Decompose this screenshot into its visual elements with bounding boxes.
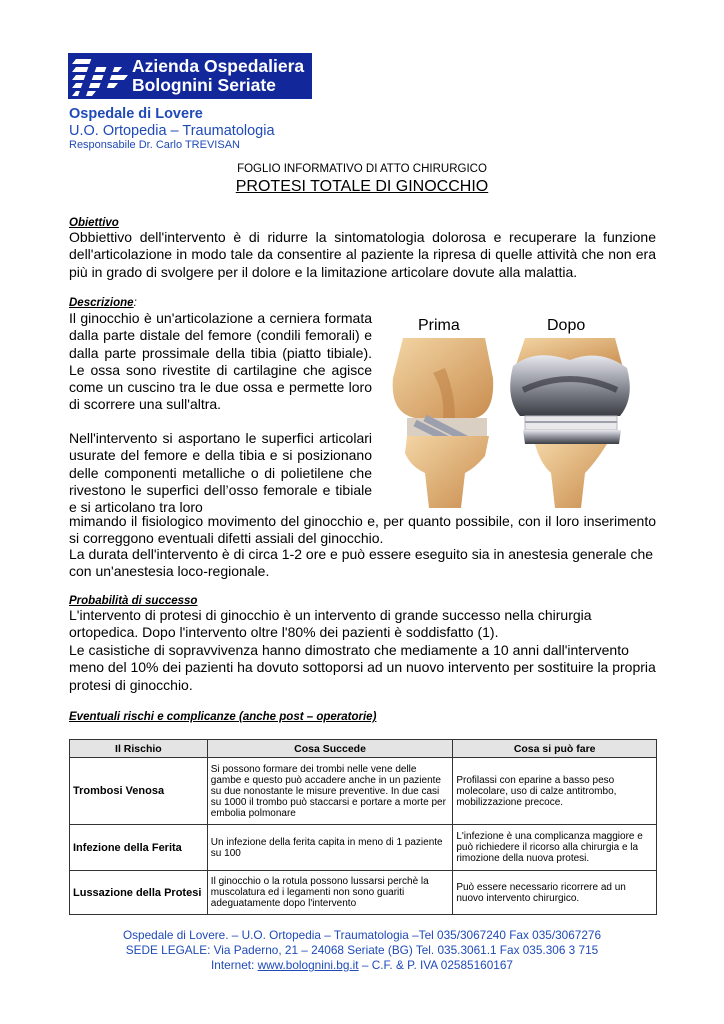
description-heading-colon: : [133,297,137,309]
website-link[interactable]: www.bolognini.bg.it [257,958,359,972]
knee-before [393,338,494,508]
description-text-2: Nell'intervento si asportano le superfici articolari usurate del femore e della tibia e si posizionano delle componenti metalliche o di polietilene che rivestono le superfici dell’osso femorale e tibiale e si articolano tra loro [69,430,372,516]
risks-table [69,739,657,915]
risk-cell: Infezione della Ferita [70,825,208,871]
table-row [70,825,657,871]
risk-cell: Lussazione della Protesi [70,871,208,915]
description-duration: La durata dell'intervento è di circa 1-2 ore e può essere eseguito sia in anestesia generale che con un'anestesia loco-regionale. [69,546,654,580]
label-before: Prima [418,317,460,334]
objective-heading: Obiettivo [69,217,119,229]
success-text-2: Le casistiche di sopravvivenza hanno dimostrato che mediamente a 10 anni dall'intervento meno del 10% dei pazienti ha dovuto sottoporsi ad un nuovo intervento per sostituire la propria protesi di ginocchio. [69,642,656,693]
footer [0,928,724,973]
footer-internet-label: Internet: [211,958,258,972]
logo-stripes-icon [72,55,130,97]
success-text-1: L'intervento di protesi di ginocchio è un intervento di grande successo nella chirurgia ortopedica. Dopo l'intervento oltre l'80% dei pazienti è soddisfatto (1). [69,607,592,641]
knee-after [510,338,630,508]
knee-illustration [385,338,655,508]
action-cell: Profilassi con eparine a basso peso molecolare, uso di calze antitrombo, mobilizzazione precoce. [453,758,657,825]
unit-name: U.O. Ortopedia – Traumatologia [69,123,275,139]
document-subtitle: FOGLIO INFORMATIVO DI ATTO CHIRURGICO [237,163,487,175]
footer-line-2: SEDE LEGALE: Via Paderno, 21 – 24068 Seriate (BG) Tel. 035.3061.1 Fax 035.306 3 715 [125,943,599,957]
footer-tax-id: – C.F. & P. IVA 02585160167 [358,958,513,972]
action-cell: L'infezione è una complicanza maggiore e può richiedere il ricorso alla chirurgia e la rimozione della nuova protesi. [453,825,657,871]
footer-line-1: Ospedale di Lovere. – U.O. Ortopedia – Traumatologia –Tel 035/3067240 Fax 035/3067276 [122,928,602,942]
responsible: Responsabile Dr. Carlo TREVISAN [69,139,240,151]
what-cell: Il ginocchio o la rotula possono lussarsi perchè la muscolatura ed i legamenti non sono guariti adeguatamente dopo l'intervento [207,871,453,915]
success-heading: Probabilità di successo [69,595,198,607]
knee-before-after-image [385,312,655,508]
what-cell: Si possono formare dei trombi nelle vene delle gambe e questo può accadere anche in un paziente su due nonostante le misure preventive. In due casi su 1000 il trombo può staccarsi e portare a morte per embolia polmonare [207,758,453,825]
description-text-3: mimando il fisiologico movimento del ginocchio e, per quanto possibile, con il loro inserimento si correggono eventuali difetti assiali del ginocchio. [69,513,656,547]
hospital-name: Ospedale di Lovere [69,106,203,122]
description-heading: Descrizione [69,297,134,309]
label-after: Dopo [547,317,586,334]
table-row [70,871,657,915]
column-header: Cosa si può fare [453,740,657,758]
table-row [70,758,657,825]
column-header: Cosa Succede [207,740,453,758]
column-header: Il Rischio [70,740,208,758]
logo-line-1: Azienda Ospedaliera [132,56,305,76]
logo-text [132,57,304,95]
table-header-row [70,740,657,758]
risk-cell: Trombosi Venosa [70,758,208,825]
action-cell: Può essere necessario ricorrere ad un nuovo intervento chirurgico. [453,871,657,915]
footer-line-3 [0,958,724,973]
document-title: PROTESI TOTALE DI GINOCCHIO [235,178,489,195]
objective-text: Obbiettivo dell'intervento è di ridurre la sintomatologia dolorosa e recuperare la funzione dell'articolazione in modo tale da consentire al paziente la ripresa di quelle attività che non era più in grado di svolgere per il dolore e la limitazione articolare dovute alla malattia. [69,229,656,280]
logo-line-2: Bolognini Seriate [132,75,276,95]
hospital-logo [68,53,312,99]
description-heading-wrap [69,297,137,309]
description-text-1: Il ginocchio è un'articolazione a cerniera formata dalla parte distale del femore (condili femorali) e dalla parte prossimale della tibia (piatto tibiale). Le ossa sono rivestite di cartilagine che agisce come un cuscino tra le due ossa e permette loro di scorrere una sull'altra. [69,310,372,413]
risks-heading: Eventuali rischi e complicanze (anche post – operatorie) [69,711,377,723]
what-cell: Un infezione della ferita capita in meno di 1 paziente su 100 [207,825,453,871]
